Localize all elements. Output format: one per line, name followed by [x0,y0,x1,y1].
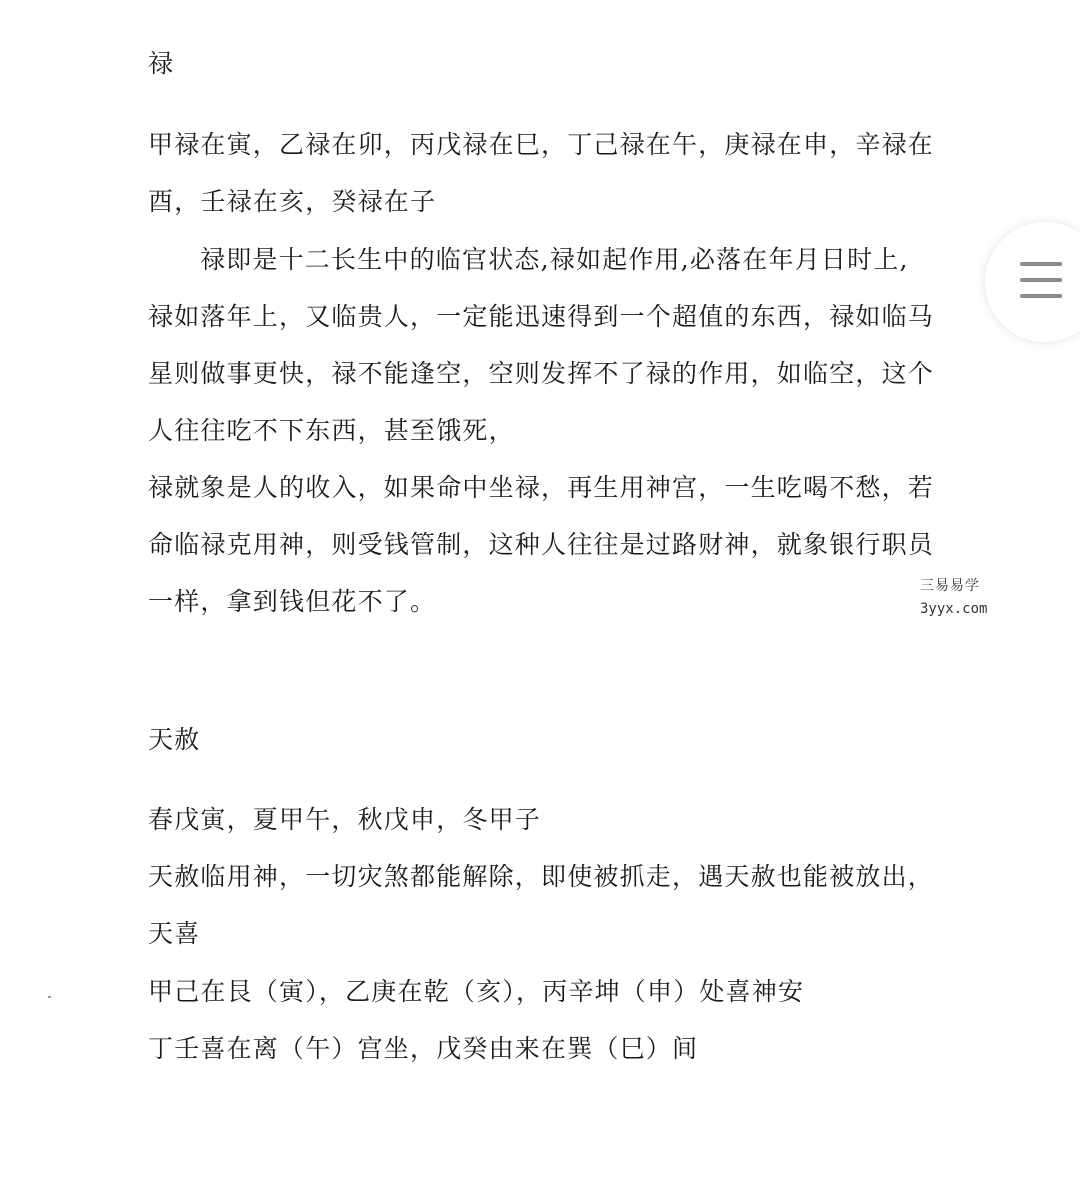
paragraph-line: 一样，拿到钱但花不了。 [148,587,437,616]
paragraph-line: 春戊寅，夏甲午，秋戊申，冬甲子 [148,805,542,834]
section-heading-tianshe: 天赦 [148,725,201,754]
paragraph-line: 甲禄在寅，乙禄在卯，丙戊禄在巳，丁己禄在午，庚禄在申，辛禄在 [148,130,935,159]
paragraph-line: 禄即是十二长生中的临官状态,禄如起作用,必落在年月日时上, [200,245,909,274]
floating-menu-button[interactable] [985,222,1080,342]
watermark-url: 3yyx.com [920,601,988,617]
scan-speck [48,996,51,998]
section-heading-lu: 禄 [148,49,175,78]
watermark-name: 三易易学 [920,578,980,594]
paragraph-line: 天赦临用神，一切灾煞都能解除，即使被抓走，遇天赦也能被放出， [148,862,935,891]
paragraph-line: 丁壬喜在离（午）宫坐，戊癸由来在巽（巳）间 [148,1034,699,1063]
paragraph-line: 人往往吃不下东西，甚至饿死， [148,416,515,445]
paragraph-line: 命临禄克用神，则受钱管制，这种人往往是过路财神，就象银行职员 [148,530,935,559]
paragraph-line: 甲己在艮（寅），乙庚在乾（亥），丙辛坤（申）处喜神安 [148,977,805,1006]
paragraph-line: 禄如落年上，又临贵人，一定能迅速得到一个超值的东西，禄如临马 [148,302,935,331]
paragraph-line: 星则做事更快，禄不能逢空，空则发挥不了禄的作用，如临空，这个 [148,359,935,388]
paragraph-line: 酉，壬禄在亥，癸禄在子 [148,187,437,216]
paragraph-line: 禄就象是人的收入，如果命中坐禄，再生用神宫，一生吃喝不愁，若 [148,473,935,502]
section-heading-tianxi: 天喜 [148,919,201,948]
